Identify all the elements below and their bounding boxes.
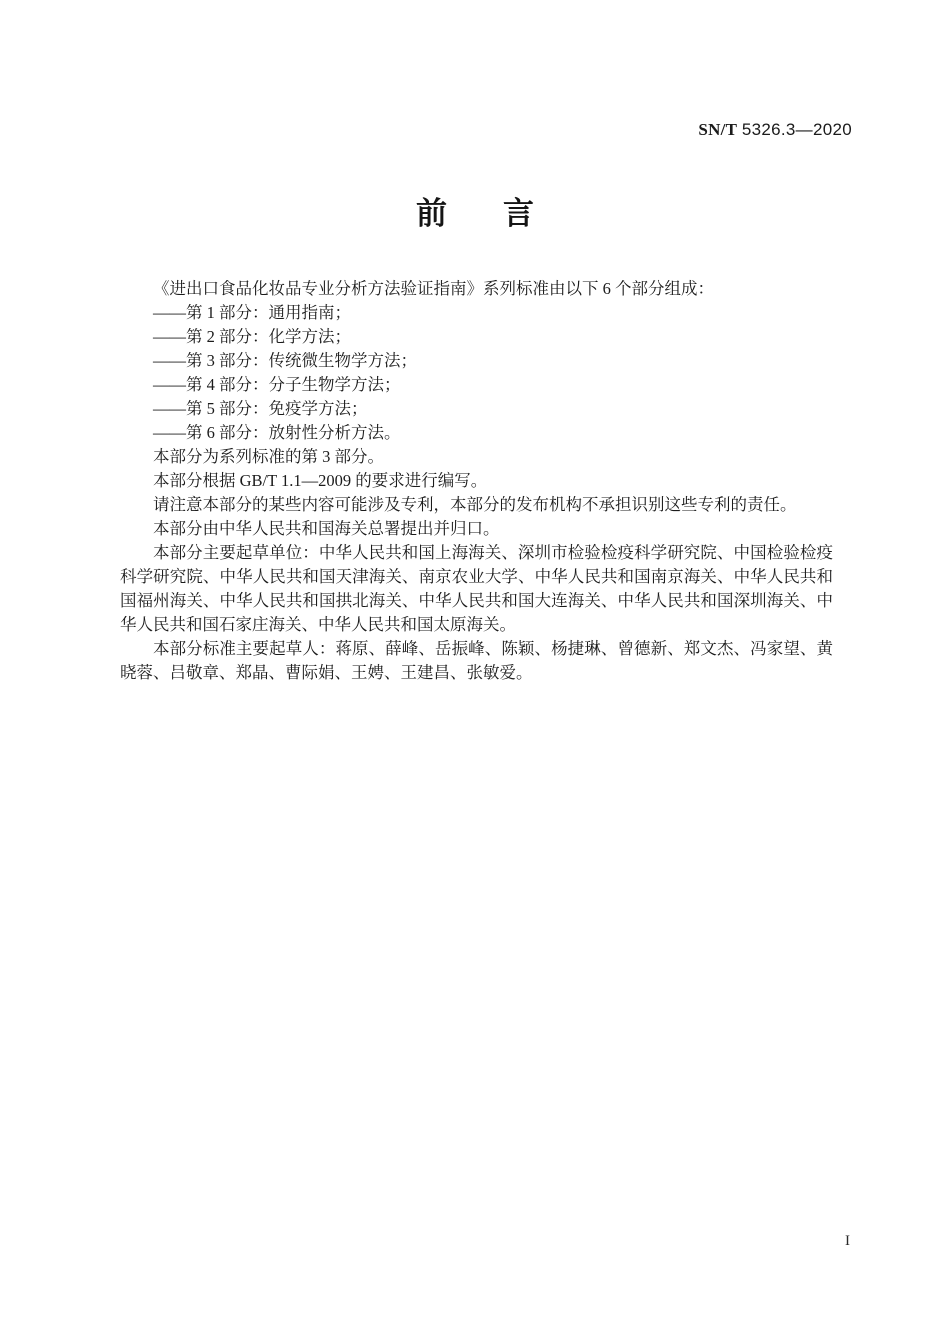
series-part-item: ——第 5 部分：免疫学方法； xyxy=(153,399,368,418)
page-number: I xyxy=(845,1233,850,1249)
standard-code-number: 5326.3—2020 xyxy=(741,120,852,139)
series-part-item: ——第 2 部分：化学方法； xyxy=(153,327,351,346)
foreword-body xyxy=(120,277,833,685)
page-title xyxy=(0,196,950,232)
page-title-char-1: 前 xyxy=(416,196,447,232)
standard-code xyxy=(698,120,852,140)
body-paragraph: 本部分根据 GB/T 1.1—2009 的要求进行编写。 xyxy=(153,471,488,490)
standard-code-prefix: SN/T xyxy=(698,120,738,139)
body-paragraph: 请注意本部分的某些内容可能涉及专利，本部分的发布机构不承担识别这些专利的责任。 xyxy=(153,495,797,514)
series-part-item: ——第 3 部分：传统微生物学方法； xyxy=(153,351,417,370)
drafters-paragraph: 本部分标准主要起草人：蒋原、薛峰、岳振峰、陈颖、杨捷琳、曾德新、郑文杰、冯家望、黄晓蓉、吕敬章、郑晶、曹际娟、王娉、王建昌、张敏爱。 xyxy=(120,639,833,682)
series-intro-paragraph: 《进出口食品化妆品专业分析方法验证指南》系列标准由以下 6 个部分组成： xyxy=(153,279,714,298)
series-part-item: ——第 4 部分：分子生物学方法； xyxy=(153,375,401,394)
body-paragraph: 本部分由中华人民共和国海关总署提出并归口。 xyxy=(153,519,500,538)
page-title-char-2: 言 xyxy=(503,196,534,232)
drafting-organizations-paragraph: 本部分主要起草单位：中华人民共和国上海海关、深圳市检验检疫科学研究院、中国检验检疫科学研究院、中华人民共和国天津海关、南京农业大学、中华人民共和国南京海关、中华人民共和国福州海关、中华人民共和国拱北海关、中华人民共和国大连海关、中华人民共和国深圳海关、中华人民共和国石家庄海关、中华人民共和国太原海关。 xyxy=(120,543,833,634)
series-part-item: ——第 1 部分：通用指南； xyxy=(153,303,351,322)
series-part-item: ——第 6 部分：放射性分析方法。 xyxy=(153,423,401,442)
body-paragraph: 本部分为系列标准的第 3 部分。 xyxy=(153,447,384,466)
